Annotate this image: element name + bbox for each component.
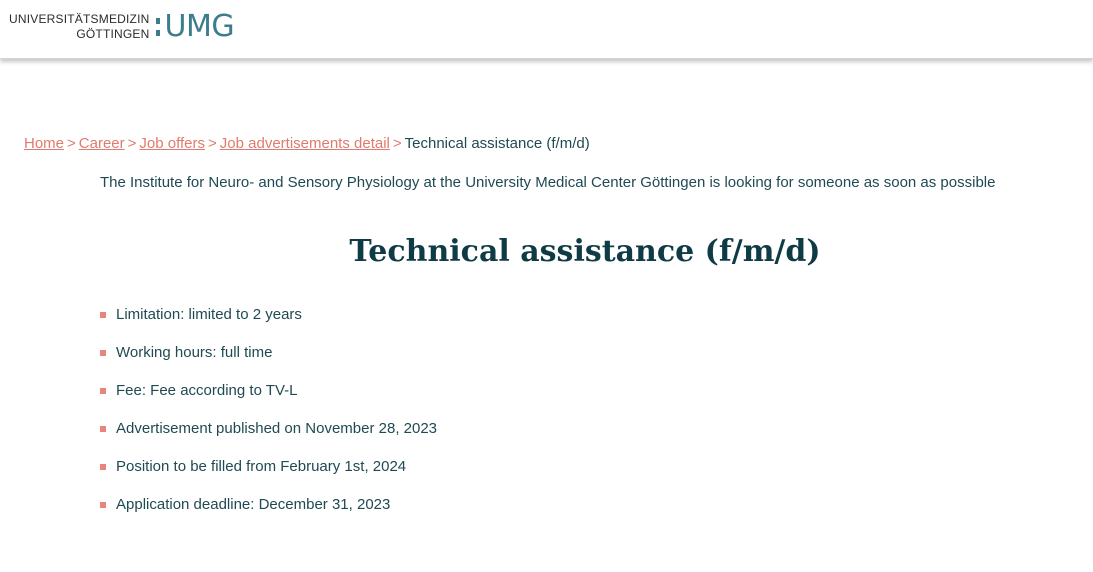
- detail-fee: Fee: Fee according to TV-L: [116, 382, 298, 399]
- square-bullet-icon: [100, 464, 106, 470]
- job-details-list: [100, 305, 437, 533]
- job-intro-text: The Institute for Neuro- and Sensory Physiology at the University Medical Center Göttingen is looking for someone as soon as possible: [100, 174, 996, 191]
- breadcrumb-separator: >: [127, 135, 137, 152]
- breadcrumb-job-offers-link[interactable]: Job offers: [139, 135, 206, 152]
- list-item: [100, 457, 437, 495]
- logo-line-2: GÖTTINGEN: [76, 27, 150, 41]
- list-item: [100, 419, 437, 457]
- logo-wordmark: [9, 12, 149, 42]
- list-item: [100, 495, 437, 533]
- logo-colon-icon: [156, 18, 160, 36]
- breadcrumb-career-link[interactable]: Career: [78, 135, 125, 152]
- logo-line-1: UNIVERSITÄTSMEDIZIN: [9, 12, 150, 26]
- breadcrumb: [24, 134, 590, 154]
- list-item: [100, 381, 437, 419]
- detail-start-date: Position to be filled from February 1st, 2024: [116, 458, 407, 475]
- list-item: [100, 343, 437, 381]
- breadcrumb-separator: >: [392, 135, 402, 152]
- breadcrumb-job-ad-detail-link[interactable]: Job advertisements detail: [219, 135, 390, 152]
- breadcrumb-current: Technical assistance (f/m/d): [404, 135, 590, 152]
- site-header: [0, 0, 1093, 59]
- square-bullet-icon: [100, 426, 106, 432]
- breadcrumb-home-link[interactable]: Home: [24, 135, 65, 152]
- breadcrumb-separator: >: [67, 135, 76, 152]
- detail-deadline: Application deadline: December 31, 2023: [116, 496, 391, 513]
- square-bullet-icon: [100, 312, 106, 318]
- square-bullet-icon: [100, 502, 106, 508]
- breadcrumb-separator: >: [208, 135, 217, 152]
- list-item: [100, 305, 437, 343]
- detail-limitation: Limitation: limited to 2 years: [116, 306, 302, 323]
- detail-published: Advertisement published on November 28, 2023: [116, 420, 438, 437]
- umg-logo-link[interactable]: [9, 11, 234, 43]
- detail-working-hours: Working hours: full time: [116, 344, 273, 361]
- square-bullet-icon: [100, 350, 106, 356]
- logo-umg-mark: UMG: [164, 9, 235, 44]
- square-bullet-icon: [100, 388, 106, 394]
- page-title: Technical assistance (f/m/d): [349, 234, 821, 269]
